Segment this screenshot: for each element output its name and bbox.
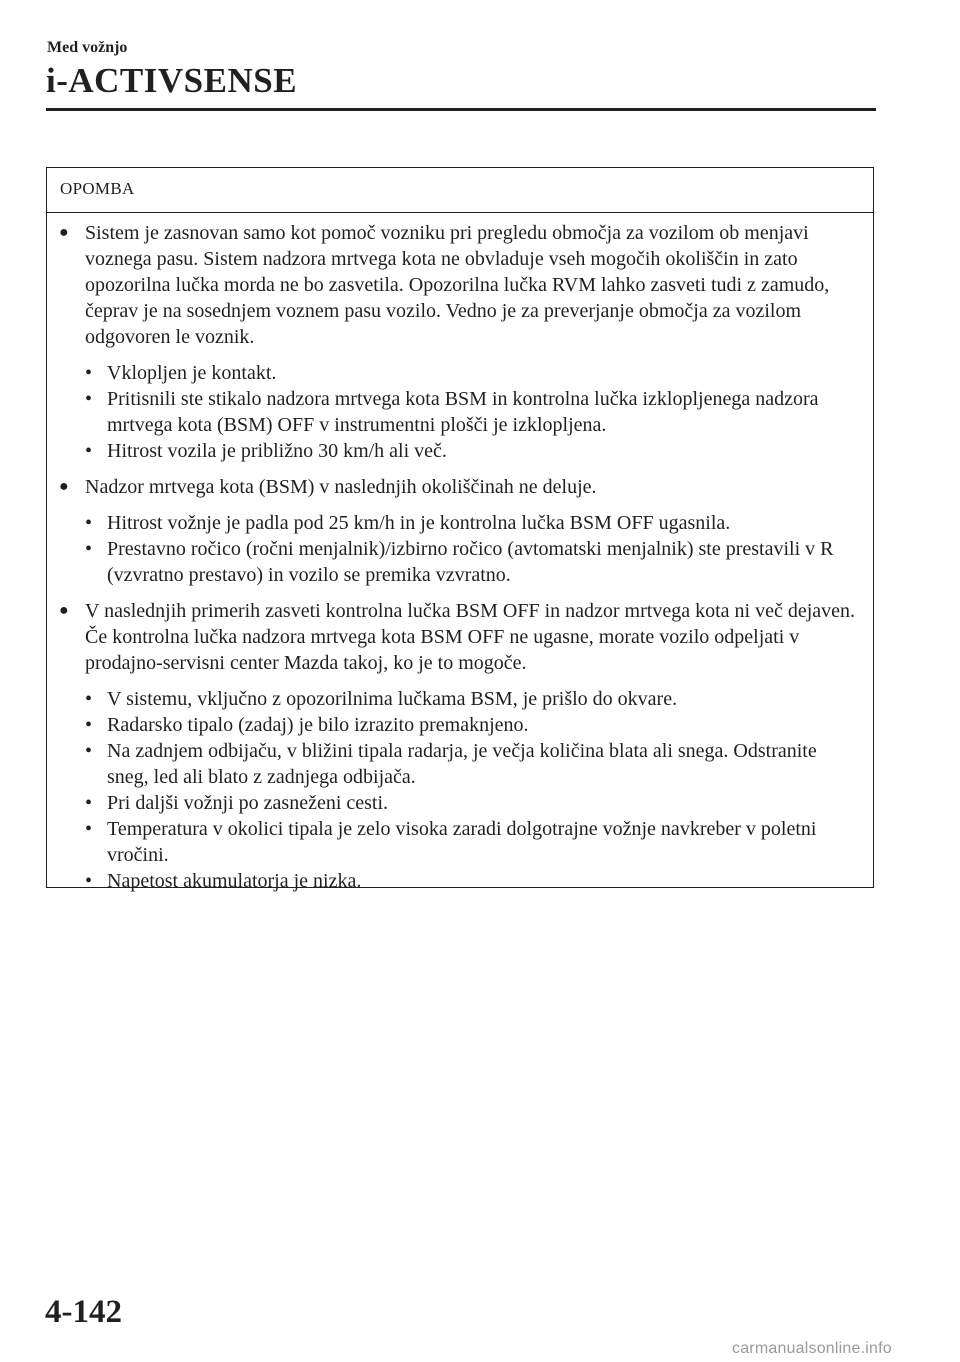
- sub-item-text: Pri daljši vožnji po zasneženi cesti.: [107, 792, 389, 814]
- sub-item-text: Prestavno ročico (ročni menjalnik)/izbirno ročico (avtomatski menjalnik) ste prestavili v R (vzvratno prestavo) in vozilo se premika vzvratno.: [107, 538, 834, 586]
- note-item-text: V naslednjih primerih zasveti kontrolna lučka BSM OFF in nadzor mrtvega kota ni več dejaven. Če kontrolna lučka nadzora mrtvega kota BSM OFF ne ugasne, morate vozilo odpeljati v prodajno-servisni center Mazda takoj, ko je to mogoče.: [85, 600, 856, 674]
- sub-item: [85, 712, 857, 738]
- bullet-icon: ●: [59, 602, 69, 619]
- sub-item: [85, 738, 857, 790]
- bullet-icon: ●: [59, 224, 69, 241]
- note-box: [46, 167, 874, 892]
- watermark: carmanualsonline.info: [732, 1340, 892, 1357]
- sub-item: [85, 438, 857, 464]
- sub-item-text: V sistemu, vključno z opozorilnima lučkama BSM, je prišlo do okvare.: [107, 688, 678, 710]
- sub-item: [85, 816, 857, 868]
- page-number: 4-142: [45, 1294, 122, 1330]
- sub-bullet-icon: •: [85, 714, 93, 736]
- sub-item: [85, 868, 857, 894]
- sub-item-text: Vklopljen je kontakt.: [107, 362, 277, 384]
- sub-item: [85, 536, 857, 588]
- sub-item-text: Na zadnjem odbijaču, v bližini tipala radarja, je večja količina blata ali snega. Odstranite sneg, led ali blato z zadnjega odbijača.: [107, 740, 817, 788]
- note-divider: [47, 212, 873, 213]
- sub-item: [85, 360, 857, 386]
- bullet-icon: ●: [59, 478, 69, 495]
- note-item: [47, 598, 873, 894]
- sub-item: [85, 686, 857, 712]
- sub-item-text: Hitrost vozila je približno 30 km/h ali več.: [107, 440, 447, 462]
- sub-bullet-icon: •: [85, 388, 93, 410]
- sub-bullet-icon: •: [85, 440, 93, 462]
- sub-bullet-icon: •: [85, 818, 93, 840]
- note-body: [47, 220, 873, 894]
- sub-bullet-icon: •: [85, 688, 93, 710]
- chapter-title: i-ACTIVSENSE: [46, 61, 298, 100]
- sub-item-text: Napetost akumulatorja je nizka.: [107, 870, 362, 892]
- note-item-text: Nadzor mrtvega kota (BSM) v naslednjih okoliščinah ne deluje.: [85, 476, 597, 498]
- note-item: [47, 220, 873, 464]
- sub-bullet-icon: •: [85, 792, 93, 814]
- sub-list: [85, 686, 857, 894]
- note-item-text: Sistem je zasnovan samo kot pomoč vozniku pri pregledu območja za vozilom ob menjavi voznega pasu. Sistem nadzora mrtvega kota ne obvladuje vseh mogočih okoliščin in zato opozorilna lučka morda ne bo zasvetila. Opozorilna lučka RVM lahko zasveti tudi z zamudo, čeprav je na sosednjem voznem pasu vozilo. Vedno je za preverjanje območja za vozilom odgovoren le voznik.: [85, 222, 830, 348]
- sub-item-text: Hitrost vožnje je padla pod 25 km/h in je kontrolna lučka BSM OFF ugasnila.: [107, 512, 731, 534]
- sub-list: [85, 510, 857, 588]
- sub-item-text: Temperatura v okolici tipala je zelo visoka zaradi dolgotrajne vožnje navkreber v poletni vročini.: [107, 818, 817, 866]
- sub-bullet-icon: •: [85, 538, 93, 560]
- header-rule: [46, 108, 876, 111]
- sub-item: [85, 790, 857, 816]
- sub-bullet-icon: •: [85, 512, 93, 534]
- note-heading: OPOMBA: [60, 179, 135, 198]
- sub-item-text: Pritisnili ste stikalo nadzora mrtvega kota BSM in kontrolna lučka izklopljenega nadzora mrtvega kota (BSM) OFF v instrumentni plošči je izklopljena.: [107, 388, 819, 436]
- sub-item: [85, 386, 857, 438]
- note-item: [47, 474, 873, 588]
- sub-bullet-icon: •: [85, 362, 93, 384]
- sub-item-text: Radarsko tipalo (zadaj) je bilo izrazito premaknjeno.: [107, 714, 529, 736]
- sub-list: [85, 360, 857, 464]
- section-label: Med vožnjo: [47, 39, 128, 56]
- sub-item: [85, 510, 857, 536]
- sub-bullet-icon: •: [85, 870, 93, 892]
- sub-bullet-icon: •: [85, 740, 93, 762]
